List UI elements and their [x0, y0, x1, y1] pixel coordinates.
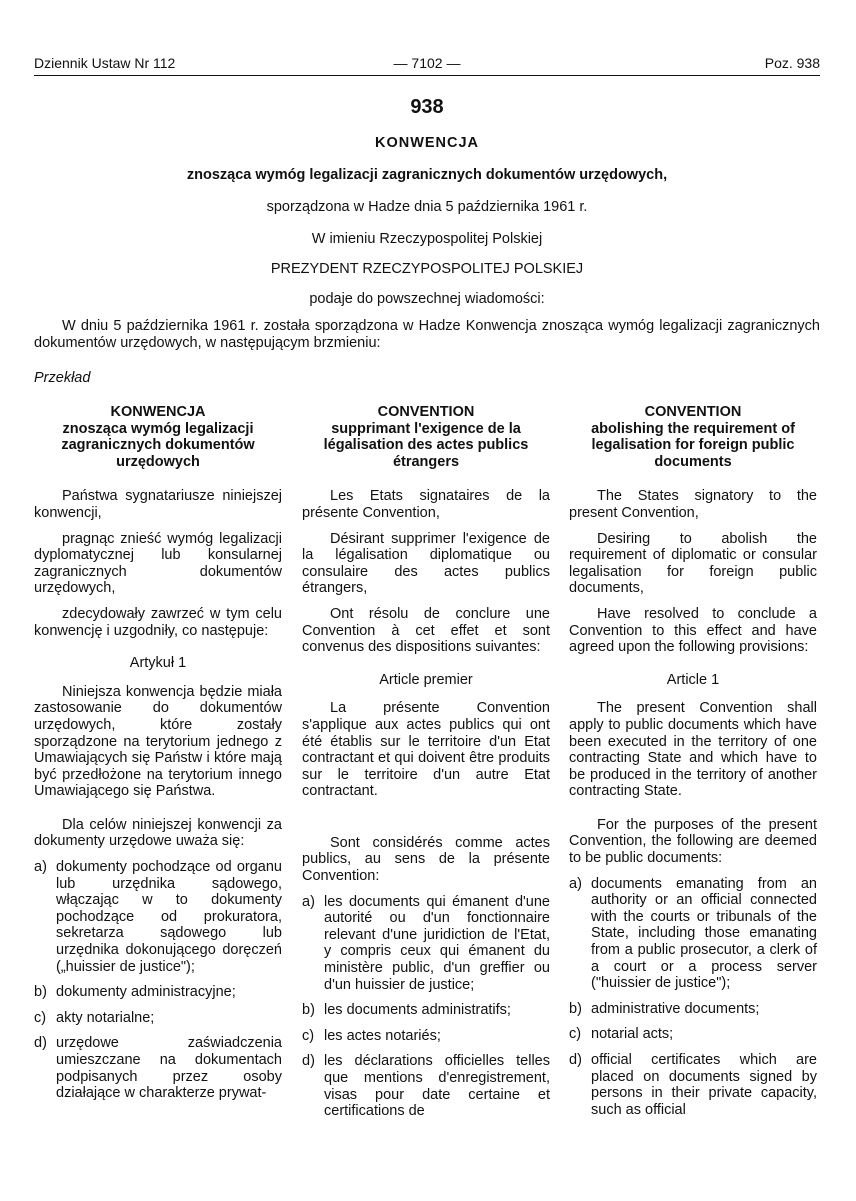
- item-text: notarial acts;: [591, 1026, 674, 1043]
- heading-line: zagranicznych dokumentów: [61, 437, 255, 454]
- heading-line: legalisation for foreign public: [591, 437, 795, 454]
- column-french: [302, 404, 550, 1129]
- column-heading: [569, 404, 817, 470]
- item-marker: a): [34, 859, 47, 876]
- column-heading: [34, 404, 282, 470]
- article-paragraph: Dla celów niniejszej konwencji za dokumenty urzędowe uważa się:: [34, 816, 282, 850]
- list-item: [34, 984, 282, 1001]
- column-polish: [34, 404, 282, 1111]
- item-text: les documents administratifs;: [324, 1002, 511, 1019]
- item-text: administrative documents;: [591, 1000, 760, 1017]
- preamble-paragraph: Désirant supprimer l'exigence de la légalisation diplomatique ou consulaire des actes publics étrangers,: [302, 530, 550, 597]
- act-number: 938: [410, 96, 444, 118]
- item-marker: c): [34, 1009, 47, 1026]
- article-heading: Artykuł 1: [129, 655, 187, 672]
- document-title: KONWENCJA: [374, 135, 480, 151]
- item-marker: d): [302, 1053, 315, 1070]
- item-text: dokumenty pochodzące od organu lub urzędnika sądowego, włączając w to dokumenty pochodzące od prokuratora, sekretarza sądowego lub urzędnika dokonującego doręczeń („huissier de justice");: [56, 859, 282, 975]
- list-item: [302, 1053, 550, 1119]
- preamble-paragraph: Państwa sygnatariusze niniejszej konwencji,: [34, 488, 282, 521]
- article-paragraph: The present Convention shall apply to public documents which have been executed in the territory of one contracting State and which have to be produced in the territory of another contracting State.: [569, 700, 817, 800]
- preamble-paragraph: zdecydowały zawrzeć w tym celu konwencję i uzgodniły, co następuje:: [34, 605, 282, 639]
- item-marker: d): [569, 1052, 582, 1068]
- heading-line: abolishing the requirement of: [591, 420, 795, 437]
- item-marker: d): [34, 1035, 47, 1052]
- preamble-paragraph: Les Etats signataires de la présente Convention,: [302, 488, 550, 521]
- heading-line: CONVENTION: [644, 404, 742, 420]
- list-item: [302, 894, 550, 994]
- article-paragraph: Niniejsza konwencja będzie miała zastosowanie do dokumentów urzędowych, które zostały sporządzone na terytorium jednego z Umawiających się Państw i które mają być przedłożone na terytorium innego Umawiającego się Państwa.: [34, 683, 282, 800]
- preamble-paragraph: pragnąc znieść wymóg legalizacji dyplomatycznej lub konsularnej zagranicznych dokumentów urzędowych,: [34, 530, 282, 597]
- list-item: [302, 1028, 550, 1045]
- list-item: [34, 1035, 282, 1101]
- intro-paragraph: W dniu 5 października 1961 r. została sporządzona w Hadze Konwencja znosząca wymóg legalizacji zagranicznych dokumentów urzędowych, w następującym brzmieniu:: [34, 318, 820, 351]
- item-text: dokumenty administracyjne;: [56, 984, 236, 1001]
- item-marker: b): [302, 1002, 315, 1019]
- item-marker: a): [569, 875, 582, 892]
- item-marker: a): [302, 893, 315, 910]
- item-marker: c): [569, 1026, 582, 1043]
- preamble-paragraph: The States signatory to the present Convention,: [569, 488, 817, 521]
- item-text: les déclarations officielles telles que mentions d'enregistrement, visas pour date certaine et certifications de: [324, 1053, 550, 1120]
- column-english: [569, 404, 817, 1127]
- preamble-paragraph: Ont résolu de conclure une Convention à cet effet et sont convenus des dispositions suivantes:: [302, 605, 550, 656]
- item-text: les actes notariés;: [324, 1027, 441, 1044]
- place-date: sporządzona w Hadze dnia 5 października 1961 r.: [266, 199, 588, 215]
- list-item: [569, 1026, 817, 1043]
- item-text: les documents qui émanent d'une autorité ou d'un fonctionnaire relevant d'une juridiction de l'Etat, y compris ceux qui émanent du ministère public, d'un greffier ou d'un huissier de justice;: [324, 893, 550, 993]
- preamble-paragraph: Have resolved to conclude a Convention to this effect and have agreed upon the following provisions:: [569, 605, 817, 656]
- list-item: [569, 1001, 817, 1018]
- translation-label: Przekład: [34, 370, 91, 386]
- on-behalf: W imieniu Rzeczypospolitej Polskiej: [311, 231, 543, 247]
- list-item: [34, 1010, 282, 1027]
- preamble-paragraph: Desiring to abolish the requirement of diplomatic or consular legalisation for foreign public documents,: [569, 530, 817, 597]
- heading-line: documents: [654, 453, 732, 470]
- item-marker: c): [302, 1027, 315, 1044]
- article-paragraph: For the purposes of the present Convention, the following are deemed to be public documents:: [569, 816, 817, 867]
- page-number: — 7102 —: [393, 55, 461, 71]
- list-item: [569, 1052, 817, 1118]
- item-text: official certificates which are placed on documents signed by persons in their private capacity, such as official: [591, 1052, 817, 1118]
- heading-line: légalisation des actes publics: [323, 437, 529, 454]
- heading-line: CONVENTION: [377, 404, 475, 420]
- article-heading: Article premier: [379, 671, 473, 688]
- document-subtitle: znosząca wymóg legalizacji zagranicznych dokumentów urzędowych,: [186, 167, 668, 183]
- heading-line: KONWENCJA: [110, 404, 206, 420]
- president: PREZYDENT RZECZYPOSPOLITEJ POLSKIEJ: [270, 261, 584, 277]
- journal-name: Dziennik Ustaw Nr 112: [34, 55, 176, 71]
- article-paragraph: Sont considérés comme actes publics, au sens de la présente Convention:: [302, 834, 550, 885]
- heading-line: supprimant l'exigence de la: [331, 420, 521, 437]
- article-paragraph: La présente Convention s'applique aux actes publics qui ont été établis sur le territoire d'un Etat contractant et qui doivent être produits sur le territoire d'un autre Etat contractant.: [302, 700, 550, 800]
- heading-line: étrangers: [392, 453, 460, 470]
- position-number: Poz. 938: [764, 55, 820, 71]
- heading-line: znosząca wymóg legalizacji: [62, 420, 254, 437]
- article-heading: Article 1: [666, 671, 720, 688]
- item-text: urzędowe zaświadczenia umieszczane na dokumentach podpisanych przez osoby działające w charakterze prywat-: [56, 1035, 282, 1102]
- heading-line: urzędowych: [116, 453, 200, 470]
- item-marker: b): [569, 1000, 582, 1017]
- item-marker: b): [34, 984, 47, 1001]
- list-item: [302, 1002, 550, 1019]
- announcement: podaje do powszechnej wiadomości:: [309, 291, 545, 307]
- page-header: [34, 55, 820, 76]
- list-item: [569, 876, 817, 992]
- list-item: [34, 859, 282, 975]
- item-text: akty notarialne;: [56, 1009, 155, 1026]
- item-text: documents emanating from an authority or an official connected with the courts or tribunals of the State, including those emanating from a public prosecutor, a clerk of a court or a process server ("huissier de justice");: [591, 875, 817, 992]
- column-heading: [302, 404, 550, 470]
